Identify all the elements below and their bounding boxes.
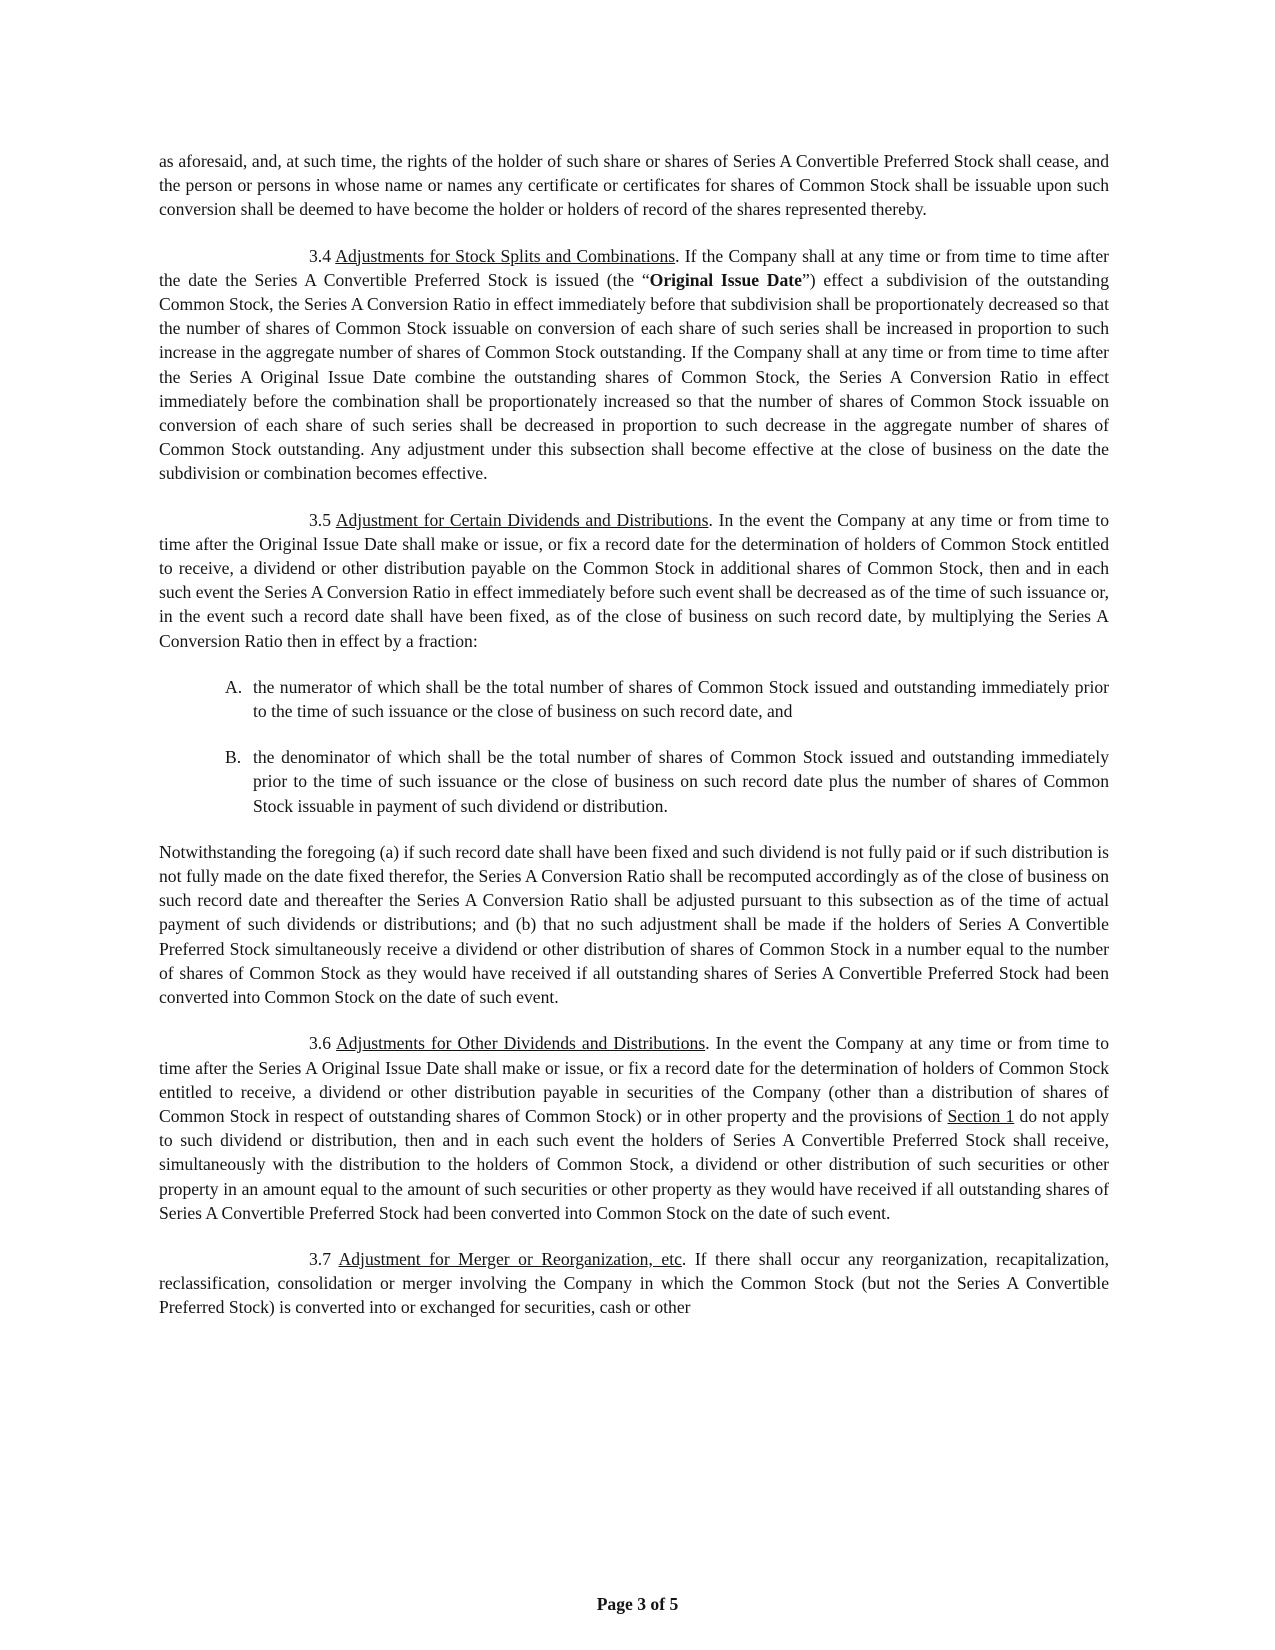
page-footer — [0, 1594, 1275, 1615]
section-3-4-text-2: ”) effect a subdivision of the outstanding Common Stock, the Series A Conversion Ratio in effect immediately before that subdivision shall be proportionately decreased so that the number of shares of Common Stock issuable on conversion of each share of such series shall be increased in proportion to such increase in the aggregate number of shares of Common Stock outstanding. If the Company shall at any time or from time to time after the Series A Original Issue Date combine the outstanding shares of Common Stock, the Series A Conversion Ratio in effect immediately before the combination shall be proportionately increased so that the number of shares of Common Stock issuable on conversion of each share of such series shall be decreased in proportion to such decrease in the aggregate number of shares of Common Stock outstanding. Any adjustment under this subsection shall become effective at the close of business on the date the subdivision or combination becomes effective. — [159, 269, 1109, 484]
page-number: Page 3 of 5 — [596, 1594, 679, 1614]
notwithstanding-paragraph: Notwithstanding the foregoing (a) if such record date shall have been fixed and such dividend is not fully paid or if such distribution is not fully made on the date fixed therefor, the Series A Conversion Ratio shall be recomputed accordingly as of the close of business on such record date and thereafter the Series A Conversion Ratio shall be adjusted pursuant to this subsection as of the time of actual payment of such dividends or distributions; and (b) that no such adjustment shall be made if the holders of Series A Convertible Preferred Stock simultaneously receive a dividend or other distribution of shares of Common Stock in a number equal to the number of shares of Common Stock as they would have received if all outstanding shares of Series A Convertible Preferred Stock had been converted into Common Stock on the date of such event. — [159, 841, 1109, 1008]
list-item-label: A. — [225, 676, 243, 697]
continuation-paragraph: as aforesaid, and, at such time, the rights of the holder of such share or shares of Series A Convertible Preferred Stock shall cease, and the person or persons in whose name or names any certificate or certificates for shares of Common Stock shall be issuable upon such conversion shall be deemed to have become the holder or holders of record of the shares represented thereby. — [159, 151, 1109, 220]
list-item-text: the denominator of which shall be the total number of shares of Common Stock issued and outstanding immediately prior to the time of such issuance or the close of business on such record date plus the number of shares of Common Stock issuable in payment of such dividend or distribution. — [253, 747, 1109, 816]
section-3-7-heading: Adjustment for Merger or Reorganization, etc — [338, 1248, 682, 1269]
defined-term-original-issue-date: Original Issue Date — [649, 269, 802, 290]
list-item — [159, 745, 1109, 818]
section-3-6-heading: Adjustments for Other Dividends and Distributions — [336, 1033, 706, 1054]
section-3-5: 3.5 Adjustment for Certain Dividends and Distributions. In the event the Company at any time or from time to time after the Original Issue Date shall make or issue, or fix a record date for the determination of holders of Common Stock entitled to receive, a dividend or other distribution payable on the Common Stock in additional shares of Common Stock, then and in each such event the Series A Conversion Ratio in effect immediately before such event shall be decreased as of the time of such issuance or, in the event such a record date shall have been fixed, as of the close of business on such record date, by multiplying the Series A Conversion Ratio then in effect by a fraction: — [159, 509, 1109, 651]
fraction-list — [159, 675, 1109, 818]
section-3-5-text: In the event the Company at any time or from time to time after the Original Issue Date shall make or issue, or fix a record date for the determination of holders of Common Stock entitled to receive, a dividend or other distribution payable on the Common Stock in additional shares of Common Stock, then and in each such event the Series A Conversion Ratio in effect immediately before such event shall be decreased as of the time of such issuance or, in the event such a record date shall have been fixed, as of the close of business on such record date, by multiplying the Series A Conversion Ratio then in effect by a fraction: — [159, 509, 1109, 651]
document-body — [159, 149, 1109, 1342]
section-3-5-heading: Adjustment for Certain Dividends and Distributions — [335, 509, 709, 530]
section-3-4-heading: Adjustments for Stock Splits and Combinations — [335, 245, 676, 266]
section-3-4-text-1: If the Company shall at any time or from time to time after the date the Series A Convertible Preferred Stock is issued (the “ — [159, 245, 1110, 290]
section-3-6-text-2: do not apply to such dividend or distribution, then and in each such event the holders of Series A Convertible Preferred Stock shall receive, simultaneously with the distribution to the holders of Common Stock, a dividend or other distribution of such securities or other property in an amount equal to the amount of such securities or other property as they would have received if all outstanding shares of Series A Convertible Preferred Stock had been converted into Common Stock on the date of such event. — [159, 1105, 1110, 1223]
section-3-5-number: 3.5 — [309, 509, 331, 530]
section-reference: Section 1 — [947, 1105, 1015, 1126]
section-3-6-number: 3.6 — [309, 1033, 331, 1054]
section-3-7: 3.7 Adjustment for Merger or Reorganization, etc. If there shall occur any reorganization, recapitalization, reclassification, consolidation or merger involving the Company in which the Common Stock (but not the Series A Convertible Preferred Stock) is converted into or exchanged for securities, cash or other — [159, 1248, 1109, 1318]
section-3-7-text: If there shall occur any reorganization, recapitalization, reclassification, consolidation or merger involving the Company in which the Common Stock (but not the Series A Convertible Preferred Stock) is converted into or exchanged for securities, cash or other — [159, 1248, 1109, 1318]
section-3-4-number: 3.4 — [309, 245, 331, 266]
list-item-text: the numerator of which shall be the total number of shares of Common Stock issued and outstanding immediately prior to the time of such issuance or the close of business on such record date, and — [253, 676, 1109, 722]
section-3-6: 3.6 Adjustments for Other Dividends and Distributions. In the event the Company at any time or from time to time after the Series A Original Issue Date shall make or issue, or fix a record date for the determination of holders of Common Stock entitled to receive, a dividend or other distribution payable in securities of the Company (other than a distribution of shares of Common Stock in respect of outstanding shares of Common Stock) or in other property and the provisions of Section 1 do not apply to such dividend or distribution, then and in each such event the holders of Series A Convertible Preferred Stock shall receive, simultaneously with the distribution to the holders of Common Stock, a dividend or other distribution of such securities or other property in an amount equal to the amount of such securities or other property as they would have received if all outstanding shares of Series A Convertible Preferred Stock had been converted into Common Stock on the date of such event. — [159, 1033, 1110, 1223]
list-item — [159, 675, 1109, 723]
section-3-7-number: 3.7 — [309, 1248, 331, 1269]
list-item-label: B. — [225, 747, 242, 768]
section-3-4: 3.4 Adjustments for Stock Splits and Combinations. If the Company shall at any time or from time to time after the date the Series A Convertible Preferred Stock is issued (the “Original Issue Date”) effect a subdivision of the outstanding Common Stock, the Series A Conversion Ratio in effect immediately before that subdivision shall be proportionately decreased so that the number of shares of Common Stock issuable on conversion of each share of such series shall be increased in proportion to such increase in the aggregate number of shares of Common Stock outstanding. If the Company shall at any time or from time to time after the Series A Original Issue Date combine the outstanding shares of Common Stock, the Series A Conversion Ratio in effect immediately before the combination shall be proportionately increased so that the number of shares of Common Stock issuable on conversion of each share of such series shall be decreased in proportion to such decrease in the aggregate number of shares of Common Stock outstanding. Any adjustment under this subsection shall become effective at the close of business on the date the subdivision or combination becomes effective. — [159, 245, 1110, 484]
section-3-6-text-1: In the event the Company at any time or from time to time after the Series A Original Issue Date shall make or issue, or fix a record date for the determination of holders of Common Stock entitled to receive, a dividend or other distribution payable in securities of the Company (other than a distribution of shares of Common Stock in respect of outstanding shares of Common Stock) or in other property and the provisions of — [159, 1033, 1109, 1126]
